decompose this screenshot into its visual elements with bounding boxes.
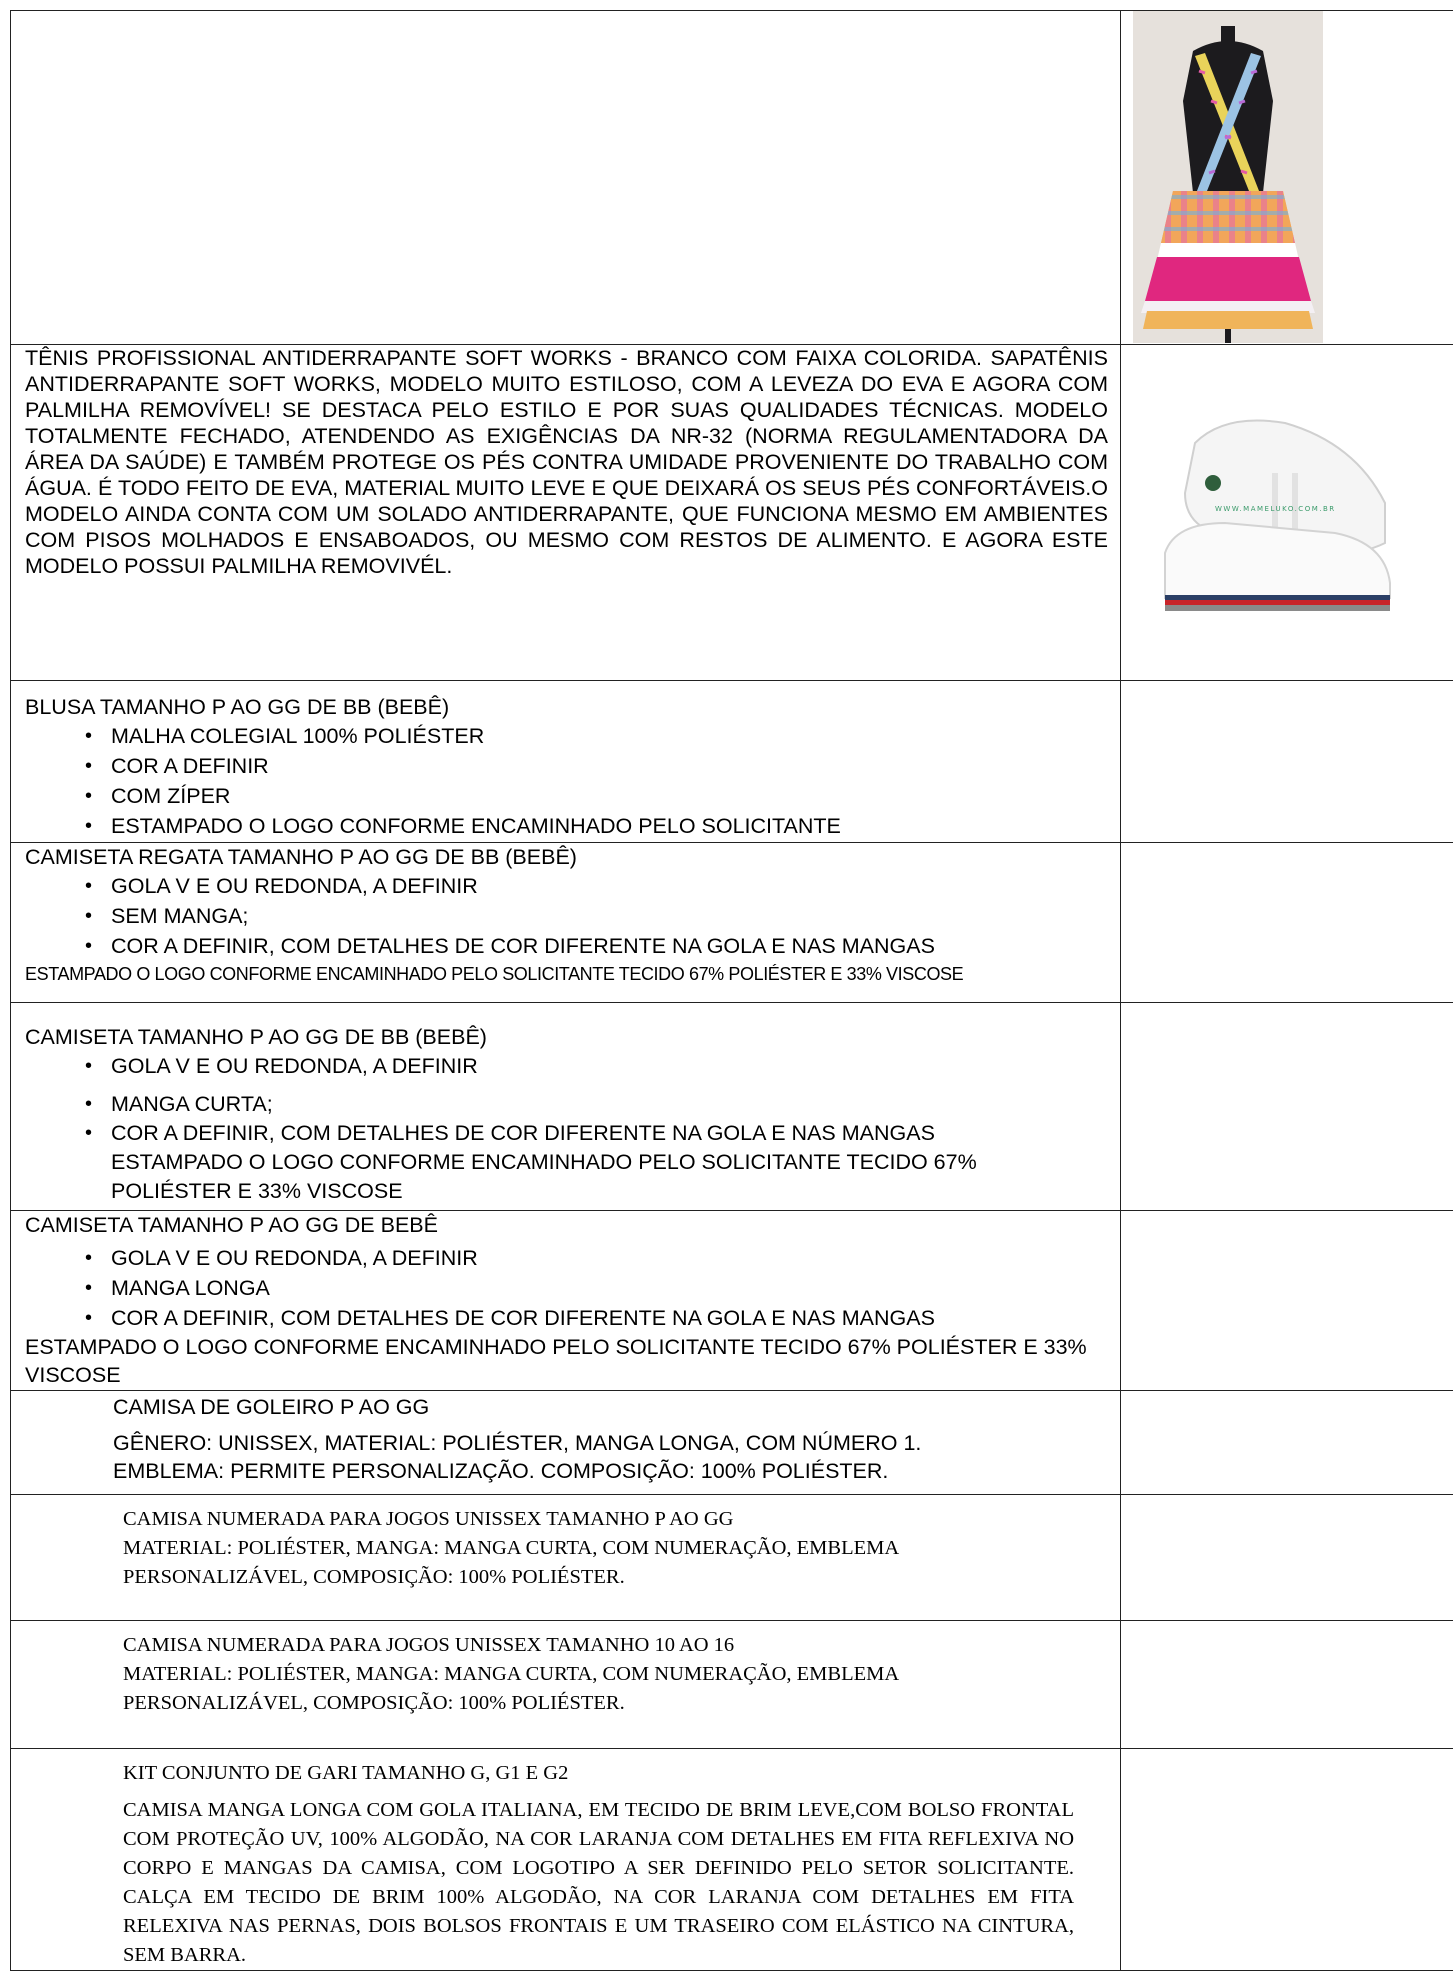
table-row xyxy=(11,1211,1453,1391)
list-item: • GOLA V E OU REDONDA, A DEFINIR xyxy=(91,871,1120,901)
description-cell xyxy=(11,345,1121,681)
item-title: KIT CONJUNTO DE GARI TAMANHO G, G1 E G2 xyxy=(123,1762,569,1784)
image-cell xyxy=(1121,345,1453,681)
item-title: CAMISA DE GOLEIRO P AO GG xyxy=(113,1395,430,1419)
item-footer: ESTAMPADO O LOGO CONFORME ENCAMINHADO PELO SOLICITANTE TECIDO 67% POLIÉSTER E 33% VISCOSE xyxy=(25,964,964,984)
document-page xyxy=(10,10,1453,1971)
image-cell xyxy=(1121,1211,1453,1391)
list-item: • COR A DEFINIR, COM DETALHES DE COR DIFERENTE NA GOLA E NAS MANGAS xyxy=(91,1303,1120,1333)
list-item: • COR A DEFINIR, COM DETALHES DE COR DIFERENTE NA GOLA E NAS MANGAS ESTAMPADO O LOGO CONFORME ENCAMINHADO PELO SOLICITANTE TECIDO 67% POLIÉSTER E 33% VISCOSE xyxy=(91,1119,990,1206)
sneaker-description: TÊNIS PROFISSIONAL ANTIDERRAPANTE SOFT WORKS - BRANCO COM FAIXA COLORIDA. SAPATÊNIS ANTIDERRAPANTE SOFT WORKS, MODELO MUITO ESTILOSO, COM A LEVEZA DO EVA E AGORA COM PALMILHA REMOVÍVEL! SE DESTACA PELO ESTILO E POR SUAS QUALIDADES TÉCNICAS. MODELO TOTALMENTE FECHADO, ATENDENDO AS EXIGÊNCIAS DA NR-32 (NORMA REGULAMENTADORA DA ÁREA DA SAÚDE) E TAMBÉM PROTEGE OS PÉS CONTRA UMIDADE PROVENIENTE DO TRABALHO COM ÁGUA. É TODO FEITO DE EVA, MATERIAL MUITO LEVE E QUE DEIXARÁ OS SEUS PÉS CONFORTÁVEIS.O MODELO AINDA CONTA COM UM SOLADO ANTIDERRAPANTE, QUE FUNCIONA MESMO EM AMBIENTES COM PISOS MOLHADOS E ENSABOADOS, OU MESMO COM RESTOS DE ALIMENTO. E AGORA ESTE MODELO POSSUI PALMILHA REMOVIVÉL. xyxy=(25,346,1108,578)
description-cell xyxy=(11,1003,1121,1211)
item-footer: ESTAMPADO O LOGO CONFORME ENCAMINHADO PELO SOLICITANTE TECIDO 67% POLIÉSTER E 33% VISCOSE xyxy=(25,1335,1087,1387)
image-cell xyxy=(1121,843,1453,1003)
item-title: BLUSA TAMANHO P AO GG DE BB (BEBÊ) xyxy=(25,695,450,719)
watermark-text: WWW.MAMELUKO.COM.BR xyxy=(1215,505,1336,513)
item-title: CAMISETA TAMANHO P AO GG DE BEBÊ xyxy=(25,1213,438,1237)
description-cell xyxy=(11,1391,1121,1495)
table-row xyxy=(11,1495,1453,1621)
list-item: • GOLA V E OU REDONDA, A DEFINIR xyxy=(91,1243,1120,1273)
item-title: CAMISA NUMERADA PARA JOGOS UNISSEX TAMANHO P AO GG xyxy=(123,1508,734,1530)
table-row xyxy=(11,681,1453,843)
bullet-list xyxy=(11,1051,1120,1206)
description-cell xyxy=(11,1749,1121,1971)
item-title: CAMISA NUMERADA PARA JOGOS UNISSEX TAMANHO 10 AO 16 xyxy=(123,1634,735,1656)
bullet-list xyxy=(11,1243,1120,1333)
description-cell xyxy=(11,843,1121,1003)
description-cell xyxy=(11,1621,1121,1749)
list-item: • COM ZÍPER xyxy=(91,781,1120,811)
image-cell xyxy=(1121,1495,1453,1621)
table-row xyxy=(11,1749,1453,1971)
image-cell xyxy=(1121,1749,1453,1971)
image-cell xyxy=(1121,11,1453,345)
bullet-list xyxy=(11,871,1120,961)
table-row xyxy=(11,843,1453,1003)
bullet-list xyxy=(11,721,1120,841)
list-item: • MANGA CURTA; xyxy=(91,1089,990,1119)
item-text: GÊNERO: UNISSEX, MATERIAL: POLIÉSTER, MANGA LONGA, COM NÚMERO 1. EMBLEMA: PERMITE PERSONALIZAÇÃO. COMPOSIÇÃO: 100% POLIÉSTER. xyxy=(113,1431,922,1483)
list-item: • MALHA COLEGIAL 100% POLIÉSTER xyxy=(91,721,1120,751)
list-item: • GOLA V E OU REDONDA, A DEFINIR xyxy=(91,1051,990,1081)
item-title: CAMISETA REGATA TAMANHO P AO GG DE BB (BEBÊ) xyxy=(25,845,577,869)
item-text: MATERIAL: POLIÉSTER, MANGA: MANGA CURTA, COM NUMERAÇÃO, EMBLEMA PERSONALIZÁVEL, COMPOSIÇÃO: 100% POLIÉSTER. xyxy=(123,1537,899,1588)
product-table xyxy=(10,10,1453,1971)
description-cell xyxy=(11,681,1121,843)
item-text: MATERIAL: POLIÉSTER, MANGA: MANGA CURTA, COM NUMERAÇÃO, EMBLEMA PERSONALIZÁVEL, COMPOSIÇÃO: 100% POLIÉSTER. xyxy=(123,1663,899,1714)
image-cell xyxy=(1121,1003,1453,1211)
table-row xyxy=(11,1003,1453,1211)
list-item: • MANGA LONGA xyxy=(91,1273,1120,1303)
description-cell xyxy=(11,11,1121,345)
description-cell xyxy=(11,1495,1121,1621)
description-cell xyxy=(11,1211,1121,1391)
list-item: • COR A DEFINIR, COM DETALHES DE COR DIFERENTE NA GOLA E NAS MANGAS xyxy=(91,931,1120,961)
table-row xyxy=(11,345,1453,681)
table-row xyxy=(11,1621,1453,1749)
list-item: • SEM MANGA; xyxy=(91,901,1120,931)
item-text: CAMISA MANGA LONGA COM GOLA ITALIANA, EM TECIDO DE BRIM LEVE,COM BOLSO FRONTAL COM PROTEÇÃO UV, 100% ALGODÃO, NA COR LARANJA COM DETALHES EM FITA REFLEXIVA NO CORPO E MANGAS DA CAMISA, COM LOGOTIPO A SER DEFINIDO PELO SETOR SOLICITANTE. CALÇA EM TECIDO DE BRIM 100% ALGODÃO, NA COR LARANJA COM DETALHES EM FITA RELEXIVA NAS PERNAS, DOIS BOLSOS FRONTAIS E UM TRASEIRO COM ELÁSTICO NA CINTURA, SEM BARRA. xyxy=(123,1799,1074,1966)
list-item: • ESTAMPADO O LOGO CONFORME ENCAMINHADO PELO SOLICITANTE xyxy=(91,811,1120,841)
white-sneaker-photo xyxy=(1155,383,1405,633)
image-cell xyxy=(1121,681,1453,843)
table-row xyxy=(11,11,1453,345)
table-row xyxy=(11,1391,1453,1495)
apron-skirt-photo xyxy=(1133,11,1323,343)
image-cell xyxy=(1121,1621,1453,1749)
list-item: • COR A DEFINIR xyxy=(91,751,1120,781)
item-title: CAMISETA TAMANHO P AO GG DE BB (BEBÊ) xyxy=(25,1025,487,1049)
image-cell xyxy=(1121,1391,1453,1495)
